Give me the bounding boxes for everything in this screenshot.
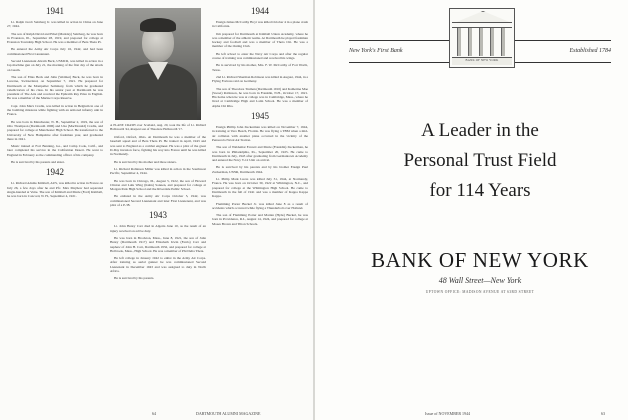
- obituary-paragraph: Lt. Richard Adams Kimball, AUS, was killed in action in France on July 26, a few days after he and Pfc. Max Mayhew had separated single-handed at Vaire. The son of Kimball and Marie (Ford) Kimball, he was born in Concord, N. H., September 4, 1921.: [7, 181, 103, 199]
- obituary-paragraph: The son of Theodore Truman (Dartmouth 1910) and Katherine Mae (Sweet) Robinson, he was born in Franklin, N.H., October 17, 1921. His home when he was at college was in Cambridge, Mass., where he lived at Cambridge High and Latin School. He was a member of Alpha Chi Rho.: [212, 86, 308, 108]
- portrait-photo: [115, 8, 201, 120]
- bank-advertisement: [349, 28, 611, 404]
- ad-headline: [349, 116, 611, 206]
- obituary-paragraph: He is survived by his parents and sister.: [11, 160, 65, 165]
- issue-label: Issue of NOVEMBER 1944: [425, 411, 470, 416]
- class-year-heading: 1942: [46, 167, 64, 178]
- obituary-paragraph: He enlisted in the Army Air Corps October 5, 1942, was commissioned Second Lieutenant and later First Lieutenant, and was pilot of a P-38.: [110, 194, 206, 208]
- obituary-paragraph: He is survived by his mother, Mrs. F. W. McCarthy of Fort Worth, Texas.: [212, 63, 308, 72]
- building-pillar: [457, 28, 461, 56]
- building-pillar: [490, 28, 494, 56]
- column-3: [212, 4, 308, 404]
- obituary-paragraph: The son of Flemming Porter and Marian (Hyde) Buckel, he was born in Providence, R.I., August 14, 1924, and prepared for college at Moses Brown and Tilton Schools.: [212, 213, 308, 226]
- obituary-paragraph: Ensign James McCarthy Hoyt was killed October 4 in a plane crash in California.: [212, 20, 308, 29]
- obituary-paragraph: The son of Ralph David and Ethel (Markley) Sulzberg, he was born in Evanston, Ill., September 28, 1919, and prepared for college at Evanston Township High School. He was a member of Beta Theta Pi.: [7, 31, 103, 45]
- building-sign: BANK OF NEW YORK: [465, 58, 499, 62]
- photo-hair: [140, 18, 176, 32]
- building-pillar: [479, 28, 483, 56]
- obituary-paragraph: He is survived by his mother and three sisters.: [114, 159, 177, 164]
- photo-caption: A PLANE CRASH over Scotland, Aug. 20, took the life of Lt. Richard Hallsworth '44, sharpest son of Theodore Hallsworth '17.: [110, 123, 206, 132]
- obituary-paragraph: Ensign Phillip John Zuckerman was killed on November 7, 1944, in training at Vero Beach, Florida. He was flying a TBM when a mid-air collision with another plane occurred in the vicinity of the Pensacola Naval Air Station.: [212, 125, 308, 142]
- obituary-paragraph: He left college in January 1942 to enlist in the Army Air Corps. After training as aerial gunner he was commissioned Second Lieutenant in December 1943 and was assigned to duty in North Africa.: [110, 256, 206, 274]
- obituary-paragraph: He was born in Manchester, N. H., September 2, 1919, the son of Otto Thompson (Dartmouth 1906) and Una (MacDonald) Cradle, and prepared for college at Manchester High School. He transferred to the University of New Hampshire after freshman year, and graduated there in 1941.: [7, 119, 103, 141]
- obituary-paragraph: The son of Waldemar Everett and Marie (Franklin) Zuckerman, he was born in Philadelphia, Pa., September 20, 1925. He came to Dartmouth in July, 1943 after graduating from Germantown Academy and entered the Navy V-12 Unit on arrival.: [212, 145, 308, 163]
- page-number-left: 64: [152, 411, 156, 416]
- obituary-paragraph: He is survived by his parents and by his brother Ensign Paul Zuckerman, USNR, Dartmouth 1944.: [212, 165, 308, 174]
- obituary-paragraph: Flemming Porter Buckel Jr. was killed June 8 as a result of accidents which occurred while flying a Thunderbolt over Holland.: [212, 201, 308, 210]
- building-pillar: [501, 28, 505, 56]
- headline-line: Personal Trust Field: [403, 150, 557, 171]
- right-page: [315, 0, 628, 420]
- obituary-paragraph: Lt. Ralph Jacob Sulzberg Jr. was killed in action in China on June 27, 1944.: [7, 20, 103, 29]
- ad-header: [349, 28, 611, 78]
- obituary-paragraph: He is survived by his parents.: [114, 276, 155, 281]
- left-page: [0, 0, 313, 420]
- building-pillar: [468, 28, 472, 56]
- headline-line: A Leader in the: [421, 120, 539, 141]
- obituary-paragraph: Music trained at Fort Benning, Ga., and Camp Cook, Calif., and later completed his service in the Californian Desert. He went to England in February as the commanding officer of his company.: [7, 144, 103, 157]
- obituary-paragraph: Lt. Philip Mark Lucas was killed July 31, 1944, at Normandy, France. He was born on October 30, 1922 at Wilmington, N.C., and prepared for college at the Wilmington High School. He came to Dartmouth in the fall of 1941 and was a member of Kappa Kappa Kappa.: [212, 177, 308, 199]
- bank-address: 48 Wall Street—New York: [438, 276, 522, 285]
- obituary-paragraph: He entered the Army Air Corps July 16, 1942, and had been commissioned First Lieutenant.: [7, 47, 103, 56]
- obituary-paragraph: Capt. John Marx Cradle, was killed in action in Belgium in one of the bombing missions while fighting with an armored infantry unit in France.: [7, 103, 103, 117]
- obituary-paragraph: 2nd Lt. Richard Sherman Robinson was killed in August, 1944, in a Flying Fortress raid on Germany.: [212, 74, 308, 84]
- class-year-heading: 1945: [251, 111, 269, 122]
- magazine-footer-left: DARTMOUTH ALUMNI MAGAZINE: [196, 411, 261, 416]
- obituary-paragraph: Lt. Richard Robinson Miller was killed in action in the Southwest Pacific, September 4, 1944.: [110, 166, 206, 176]
- obituary-paragraph: He was born in Chicago, Ill., August 5, 1922, the son of Howard Clinton and Lulu Wing (Kahn) Sonnen, and prepared for college at Morgan Park High School and the Riverdale Public School.: [110, 178, 206, 192]
- headline-line: for 114 Years: [429, 180, 531, 201]
- obituary-paragraph: He was born in Brockton, Mass., June 8, 1921, the son of John Henry (Dartmouth 1917) and Elizabeth Irwin (Farris) Carr and nephew of John H. Carr, Dartmouth 1932, and prepared for college at Holbrook, Mass., High School. He was a member of Phi Delta Theta.: [110, 235, 206, 253]
- class-year-heading: 1944: [251, 6, 269, 16]
- obituary-paragraph: Second Lieutenant Abram Beck, USMCR, was killed in action in a Jap machine gun on July 21, the morning of the first day of the attack on Guam.: [7, 59, 103, 72]
- bank-building-illustration: [449, 8, 515, 68]
- obituary-paragraph: The son of Elias Beck and Julia (Weimar) Beck, he was born in Lucerne, Switzerland, on September 7, 1921. He prepared for Dartmouth at the Montpelier Seminary, from which he graduated valedictorian of his class. In his senior year at Dartmouth he was president of The Arts and received the Ephraim Ray Prize in English. He was a member of the Marine Corps Reserve.: [7, 74, 103, 101]
- ad-slogan-left: New York's First Bank: [349, 48, 403, 54]
- page-number-right: 63: [601, 411, 605, 416]
- obituary-paragraph: Lt. John Henry Carr died in Algeria June 10, as the result of an injury received on active duty.: [110, 224, 206, 233]
- obituary-paragraph: Jim prepared for Dartmouth at Kimball Union Academy, where he was a member of the athletic teams. At Dartmouth he played freshman hockey and football and was a member of Theta Chi. He was a member of the Outing Club.: [212, 31, 308, 49]
- class-year-heading: 1941: [46, 6, 64, 16]
- column-2: [110, 4, 206, 404]
- uptown-office: UPTOWN OFFICE: MADISON AVENUE AT 63RD STREET: [425, 290, 535, 294]
- class-year-heading: 1943: [149, 210, 167, 221]
- ad-slogan-right: Established 1784: [569, 48, 611, 54]
- bank-name: BANK OF NEW YORK: [371, 248, 589, 272]
- column-1: [7, 4, 103, 404]
- obituary-paragraph: He left school to enter the Navy Air Corps and after the regular course of training was commissioned and received his wings.: [212, 51, 308, 61]
- obituary-paragraph: Oxford, Oxford, Ohio. At Dartmouth he was a member of the baseball squad and of Beta Theta Pi. He trained in April, 1943 and was sent to England as a combat engineer. He was a pilot of the great D-Day invasion force, fighting his way into France until he was killed in Normandy.: [110, 135, 206, 157]
